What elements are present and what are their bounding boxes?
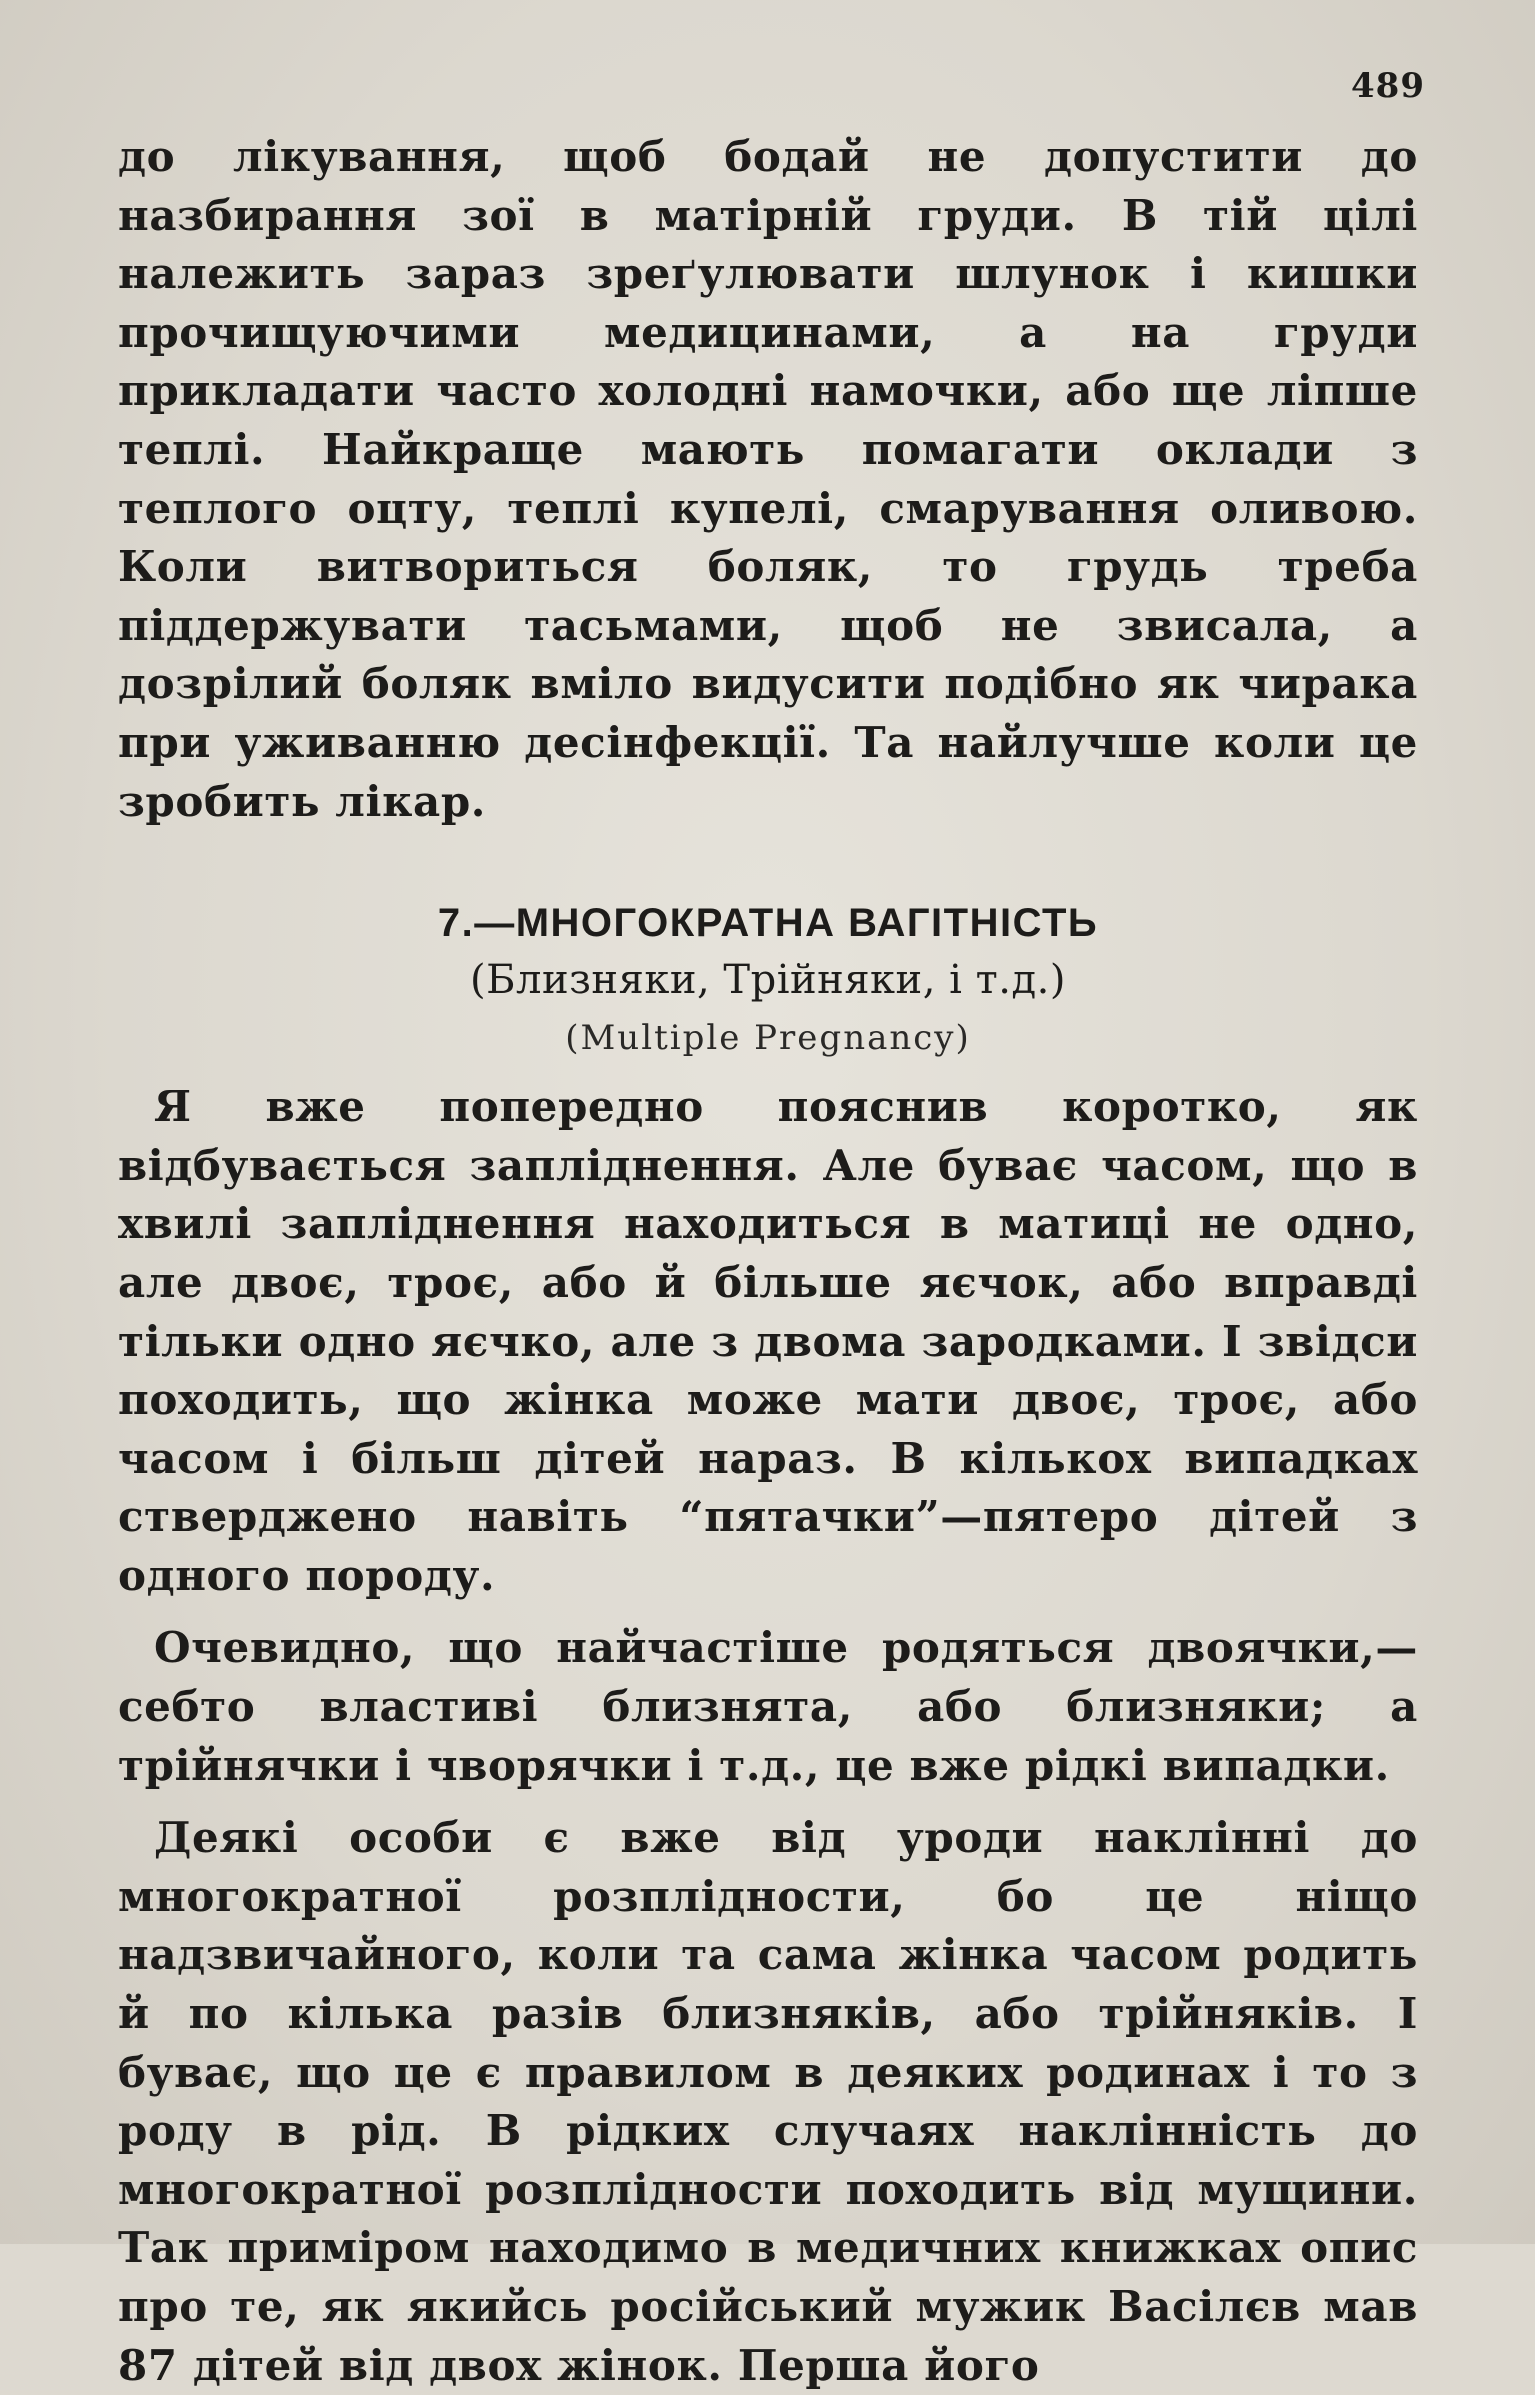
page-number: 489	[1351, 66, 1425, 106]
body-paragraph-1: Я вже попередно пояснив коротко, як відбувається запліднення. Але буває часом, що в хвилі запліднення находиться в матиці не одно, але двоє, троє, або й більше яєчок, або вправді тільки одно яєчко, але з двома зародками. І звідси походить, що жінка може мати двоє, троє, або часом і більш дітей нараз. В кількох випадках стверджено навіть “пятачки”—пятеро дітей з одного породу.	[118, 1082, 1418, 1600]
page-content	[118, 128, 1418, 2395]
intro-paragraph: до лікування, щоб бодай не допустити до назбирання зої в матірній груди. В тій цілі належить зараз зреґулювати шлунок і кишки прочищуючими медицинами, а на груди прикладати часто холодні намочки, або ще ліпше теплі. Найкраще мають помагати оклади з теплого оцту, теплі купелі, смарування оливою. Коли витвориться боляк, то грудь треба піддержувати тасьмами, щоб не звисала, а дозрілий боляк вміло видусити подібно як чирака при уживанню десінфекції. Та найлучше коли це зробить лікар.	[118, 132, 1418, 826]
section-title: 7.—МНОГОКРАТНА ВАГІТНІСТЬ	[437, 901, 1099, 946]
body-paragraph-2: Очевидно, що найчастіше родяться двоячки,— себто властиві близнята, або близняки; а трійнячки і чворячки і т.д., це вже рідкі випадки.	[118, 1623, 1418, 1790]
section-subtitle: (Близняки, Трійняки, і т.д.)	[470, 957, 1066, 1004]
body-paragraph-3: Деякі особи є вже від уроди наклінні до многократної розплідности, бо це ніщо надзвичайного, коли та сама жінка часом родить й по кілька разів близняків, або трійняків. І буває, що це є правилом в деяких родинах і то з роду в рід. В рідких случаях наклінність до многократної розплідности походить від мущини. Так приміром находимо в медичних книжках опис про те, як якийсь російський мужик Васілєв мав 87 дітей від двох жінок. Перша його	[118, 1813, 1418, 2390]
section-subtitle-english: (Multiple Pregnancy)	[565, 1018, 971, 1059]
